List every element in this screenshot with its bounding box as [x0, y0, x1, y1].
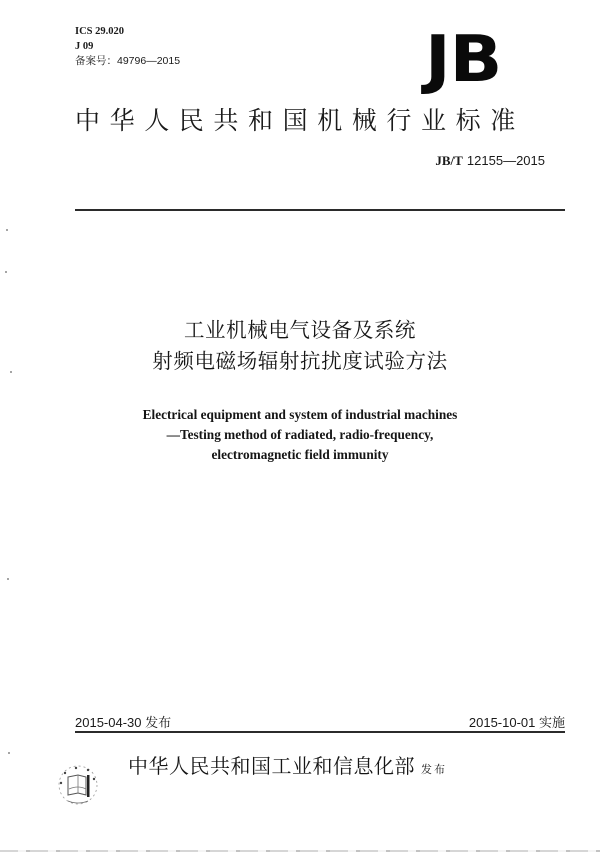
- j-code: J 09: [75, 41, 94, 52]
- publisher: [128, 752, 447, 784]
- jb-logo: JB: [425, 23, 502, 97]
- standard-category-title: 中华人民共和国机械行业标准: [75, 106, 525, 135]
- issue-date: 2015-04-30 发布: [75, 715, 172, 730]
- chinese-title: [0, 315, 600, 377]
- publisher-name: 中华人民共和国工业和信息化部: [128, 754, 415, 778]
- filing-record: [75, 54, 180, 69]
- ics-code: ICS 29.020: [75, 26, 125, 37]
- standard-number-value: 12155—2015: [466, 153, 545, 168]
- standard-number: [435, 153, 545, 169]
- ministry-emblem-icon: [56, 763, 100, 807]
- filing-label: 备案号：: [75, 55, 117, 67]
- publisher-suffix: 发布: [421, 763, 447, 776]
- dates-row: [75, 712, 565, 731]
- english-title-line-3: electromagnetic field immunity: [211, 447, 389, 462]
- standard-number-prefix: JB/T: [435, 153, 463, 168]
- chinese-title-line-2: 射频电磁场辐射抗扰度试验方法: [152, 349, 448, 373]
- bottom-divider: [75, 731, 565, 733]
- english-title: [0, 405, 600, 465]
- effective-date: 2015-10-01 实施: [468, 715, 565, 730]
- chinese-title-line-1: 工业机械电气设备及系统: [183, 318, 417, 342]
- top-divider: [75, 209, 565, 211]
- filing-number: 49796—2015: [117, 55, 181, 67]
- classification-block: [75, 24, 180, 69]
- english-title-line-2: —Testing method of radiated, radio-frequency,: [166, 427, 434, 442]
- scan-bottom-edge: [0, 850, 600, 852]
- english-title-line-1: Electrical equipment and system of industrial machines: [142, 407, 458, 422]
